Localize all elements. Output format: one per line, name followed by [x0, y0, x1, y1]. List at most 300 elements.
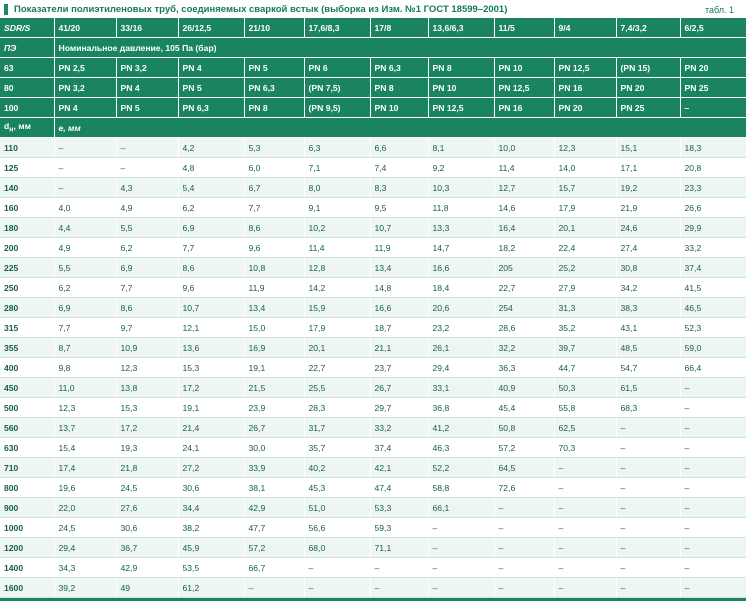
cell-5: 59,3: [370, 518, 428, 538]
pn80-10: PN 25: [680, 78, 746, 98]
cell-9: –: [616, 518, 680, 538]
cell-7: 72,6: [494, 478, 554, 498]
cell-5: –: [370, 578, 428, 598]
table-row: [0, 378, 746, 398]
table-row: [0, 158, 746, 178]
cell-2: 24,1: [178, 438, 244, 458]
cell-1: 12,3: [116, 358, 178, 378]
header-sdr-7: 11/5: [494, 18, 554, 38]
row-dn: 110: [0, 138, 54, 158]
cell-9: 19,2: [616, 178, 680, 198]
cell-4: 17,9: [304, 318, 370, 338]
cell-1: 10,9: [116, 338, 178, 358]
cell-0: 11,0: [54, 378, 116, 398]
cell-10: 66,4: [680, 358, 746, 378]
cell-8: –: [554, 458, 616, 478]
cell-6: 10,3: [428, 178, 494, 198]
row-dn: 250: [0, 278, 54, 298]
table-row: [0, 578, 746, 598]
cell-7: 40,9: [494, 378, 554, 398]
cell-1: 13,8: [116, 378, 178, 398]
cell-0: 22,0: [54, 498, 116, 518]
cell-3: 5,3: [244, 138, 304, 158]
cell-6: –: [428, 558, 494, 578]
cell-8: 27,9: [554, 278, 616, 298]
cell-1: 7,7: [116, 278, 178, 298]
cell-0: 34,3: [54, 558, 116, 578]
cell-10: 41,5: [680, 278, 746, 298]
cell-7: 32,2: [494, 338, 554, 358]
cell-0: 9,8: [54, 358, 116, 378]
pn100-7: PN 16: [494, 98, 554, 118]
cell-10: 20,8: [680, 158, 746, 178]
row-dn: 355: [0, 338, 54, 358]
row-dn: 200: [0, 238, 54, 258]
cell-4: 28,3: [304, 398, 370, 418]
header-row-sdr: [0, 18, 746, 38]
cell-10: –: [680, 398, 746, 418]
cell-10: 18,3: [680, 138, 746, 158]
table-row: [0, 358, 746, 378]
pn80-8: PN 16: [554, 78, 616, 98]
cell-4: 9,1: [304, 198, 370, 218]
cell-10: –: [680, 558, 746, 578]
cell-2: 9,6: [178, 278, 244, 298]
cell-6: –: [428, 578, 494, 598]
table-row: [0, 538, 746, 558]
header-sdr-5: 17/8: [370, 18, 428, 38]
cell-3: 38,1: [244, 478, 304, 498]
header-pe-label: ПЭ: [0, 38, 54, 58]
cell-8: 12,3: [554, 138, 616, 158]
cell-1: 30,6: [116, 518, 178, 538]
cell-7: 14,6: [494, 198, 554, 218]
pn63-2: PN 4: [178, 58, 244, 78]
cell-8: 15,7: [554, 178, 616, 198]
title-marker-icon: [4, 4, 8, 15]
pn100-10: –: [680, 98, 746, 118]
row-dn: 800: [0, 478, 54, 498]
pn63-0: PN 2,5: [54, 58, 116, 78]
cell-1: 4,3: [116, 178, 178, 198]
cell-2: 6,9: [178, 218, 244, 238]
pn63-8: PN 12,5: [554, 58, 616, 78]
cell-5: 13,4: [370, 258, 428, 278]
cell-3: 21,5: [244, 378, 304, 398]
header-row-pn-100: [0, 98, 746, 118]
cell-4: 10,2: [304, 218, 370, 238]
header-row-dn: [0, 118, 746, 138]
cell-2: 8,6: [178, 258, 244, 278]
row-dn: 1600: [0, 578, 54, 598]
cell-7: 16,4: [494, 218, 554, 238]
cell-1: 36,7: [116, 538, 178, 558]
cell-3: 57,2: [244, 538, 304, 558]
table-row: [0, 218, 746, 238]
cell-3: 6,7: [244, 178, 304, 198]
row-dn: 630: [0, 438, 54, 458]
cell-7: 205: [494, 258, 554, 278]
cell-8: –: [554, 518, 616, 538]
cell-6: 11,8: [428, 198, 494, 218]
cell-8: 44,7: [554, 358, 616, 378]
cell-1: 19,3: [116, 438, 178, 458]
cell-9: 17,1: [616, 158, 680, 178]
cell-6: 52,2: [428, 458, 494, 478]
cell-2: 15,3: [178, 358, 244, 378]
cell-7: –: [494, 518, 554, 538]
cell-10: –: [680, 518, 746, 538]
cell-0: 7,7: [54, 318, 116, 338]
row-dn: 280: [0, 298, 54, 318]
cell-2: 7,7: [178, 238, 244, 258]
cell-1: –: [116, 158, 178, 178]
pn80-4: (PN 7,5): [304, 78, 370, 98]
cell-9: 48,5: [616, 338, 680, 358]
cell-6: 16,6: [428, 258, 494, 278]
cell-10: –: [680, 458, 746, 478]
cell-6: 29,4: [428, 358, 494, 378]
cell-5: 7,4: [370, 158, 428, 178]
pn80-1: PN 4: [116, 78, 178, 98]
cell-4: 35,7: [304, 438, 370, 458]
cell-2: 34,4: [178, 498, 244, 518]
cell-3: –: [244, 578, 304, 598]
cell-2: 38,2: [178, 518, 244, 538]
pn80-2: PN 5: [178, 78, 244, 98]
cell-9: –: [616, 538, 680, 558]
cell-2: 53,5: [178, 558, 244, 578]
cell-0: 6,2: [54, 278, 116, 298]
header-sdr-label: SDR/S: [0, 18, 54, 38]
cell-8: –: [554, 498, 616, 518]
pn80-5: PN 8: [370, 78, 428, 98]
cell-8: –: [554, 478, 616, 498]
cell-3: 33,9: [244, 458, 304, 478]
cell-6: 26,1: [428, 338, 494, 358]
cell-3: 23,9: [244, 398, 304, 418]
cell-8: 31,3: [554, 298, 616, 318]
cell-4: –: [304, 558, 370, 578]
cell-1: 9,7: [116, 318, 178, 338]
pn80-6: PN 10: [428, 78, 494, 98]
cell-7: 64,5: [494, 458, 554, 478]
cell-2: 27,2: [178, 458, 244, 478]
cell-5: 23,7: [370, 358, 428, 378]
row-dn: 1400: [0, 558, 54, 578]
cell-8: –: [554, 538, 616, 558]
cell-6: 23,2: [428, 318, 494, 338]
cell-1: 6,9: [116, 258, 178, 278]
cell-0: 8,7: [54, 338, 116, 358]
cell-0: 15,4: [54, 438, 116, 458]
cell-6: 58,8: [428, 478, 494, 498]
table-row: [0, 298, 746, 318]
table-row: [0, 558, 746, 578]
cell-8: 70,3: [554, 438, 616, 458]
cell-4: 14,2: [304, 278, 370, 298]
cell-7: –: [494, 498, 554, 518]
cell-6: –: [428, 538, 494, 558]
cell-9: 27,4: [616, 238, 680, 258]
row-dn: 400: [0, 358, 54, 378]
cell-4: 20,1: [304, 338, 370, 358]
cell-8: 50,3: [554, 378, 616, 398]
cell-4: 40,2: [304, 458, 370, 478]
cell-10: –: [680, 418, 746, 438]
cell-10: 59,0: [680, 338, 746, 358]
table-row: [0, 438, 746, 458]
cell-3: 9,6: [244, 238, 304, 258]
cell-4: 15,9: [304, 298, 370, 318]
cell-5: 14,8: [370, 278, 428, 298]
cell-9: –: [616, 458, 680, 478]
cell-6: 41,2: [428, 418, 494, 438]
cell-7: 45,4: [494, 398, 554, 418]
row-dn: 125: [0, 158, 54, 178]
cell-1: 24,5: [116, 478, 178, 498]
cell-8: –: [554, 558, 616, 578]
cell-8: 22,4: [554, 238, 616, 258]
cell-10: 33,2: [680, 238, 746, 258]
table-head: [0, 18, 746, 138]
cell-9: 15,1: [616, 138, 680, 158]
cell-0: 12,3: [54, 398, 116, 418]
page-title: Показатели полиэтиленовых труб, соединяемых сваркой встык (выборка из Изм. №1 ГОСТ 18599–2001): [14, 4, 508, 15]
cell-9: 43,1: [616, 318, 680, 338]
cell-3: 66,7: [244, 558, 304, 578]
cell-7: 50,8: [494, 418, 554, 438]
cell-9: 30,8: [616, 258, 680, 278]
table-row: [0, 138, 746, 158]
pn100-5: PN 10: [370, 98, 428, 118]
pn80-7: PN 12,5: [494, 78, 554, 98]
cell-10: –: [680, 498, 746, 518]
cell-5: 6,6: [370, 138, 428, 158]
cell-0: 39,2: [54, 578, 116, 598]
cell-7: 57,2: [494, 438, 554, 458]
cell-10: –: [680, 578, 746, 598]
cell-0: –: [54, 158, 116, 178]
cell-8: 62,5: [554, 418, 616, 438]
table-row: [0, 478, 746, 498]
cell-7: 22,7: [494, 278, 554, 298]
cell-0: –: [54, 178, 116, 198]
row-dn: 160: [0, 198, 54, 218]
pn63-10: PN 20: [680, 58, 746, 78]
cell-3: 26,7: [244, 418, 304, 438]
cell-1: 17,2: [116, 418, 178, 438]
header-sdr-6: 13,6/6,3: [428, 18, 494, 38]
header-sdr-4: 17,6/8,3: [304, 18, 370, 38]
header-sdr-8: 9/4: [554, 18, 616, 38]
row-dn: 710: [0, 458, 54, 478]
cell-5: –: [370, 558, 428, 578]
table-row: [0, 418, 746, 438]
cell-0: 24,5: [54, 518, 116, 538]
cell-1: 8,6: [116, 298, 178, 318]
table-row: [0, 398, 746, 418]
header-row-pn-80: [0, 78, 746, 98]
cell-2: 6,2: [178, 198, 244, 218]
cell-3: 6,0: [244, 158, 304, 178]
cell-10: 23,3: [680, 178, 746, 198]
cell-2: 21,4: [178, 418, 244, 438]
cell-2: 4,2: [178, 138, 244, 158]
cell-10: –: [680, 538, 746, 558]
cell-3: 13,4: [244, 298, 304, 318]
pe-grade-100: 100: [0, 98, 54, 118]
cell-7: 11,4: [494, 158, 554, 178]
cell-9: –: [616, 478, 680, 498]
pn63-9: (PN 15): [616, 58, 680, 78]
cell-7: 28,6: [494, 318, 554, 338]
cell-9: 24,6: [616, 218, 680, 238]
cell-4: 8,0: [304, 178, 370, 198]
cell-3: 30,0: [244, 438, 304, 458]
cell-4: 7,1: [304, 158, 370, 178]
cell-1: 27,6: [116, 498, 178, 518]
cell-9: 34,2: [616, 278, 680, 298]
cell-4: 22,7: [304, 358, 370, 378]
cell-9: –: [616, 498, 680, 518]
dn-label: $d_н$, мм: [0, 118, 54, 138]
row-dn: 140: [0, 178, 54, 198]
pn63-6: PN 8: [428, 58, 494, 78]
cell-10: 46,5: [680, 298, 746, 318]
cell-0: 19,6: [54, 478, 116, 498]
pn100-1: PN 5: [116, 98, 178, 118]
cell-8: 39,7: [554, 338, 616, 358]
table-row: [0, 338, 746, 358]
cell-2: 13,6: [178, 338, 244, 358]
cell-5: 29,7: [370, 398, 428, 418]
cell-2: 19,1: [178, 398, 244, 418]
cell-4: 11,4: [304, 238, 370, 258]
cell-6: 8,1: [428, 138, 494, 158]
cell-2: 30,6: [178, 478, 244, 498]
table-body: [0, 138, 746, 598]
row-dn: 500: [0, 398, 54, 418]
cell-5: 47,4: [370, 478, 428, 498]
row-dn: 900: [0, 498, 54, 518]
cell-0: 4,4: [54, 218, 116, 238]
cell-0: 5,5: [54, 258, 116, 278]
cell-1: 15,3: [116, 398, 178, 418]
cell-6: 33,1: [428, 378, 494, 398]
cell-1: 42,9: [116, 558, 178, 578]
cell-10: 37,4: [680, 258, 746, 278]
cell-7: 12,7: [494, 178, 554, 198]
cell-7: –: [494, 578, 554, 598]
pn100-9: PN 25: [616, 98, 680, 118]
cell-8: 17,9: [554, 198, 616, 218]
cell-5: 18,7: [370, 318, 428, 338]
cell-7: 18,2: [494, 238, 554, 258]
row-dn: 450: [0, 378, 54, 398]
cell-3: 15,0: [244, 318, 304, 338]
cell-0: –: [54, 138, 116, 158]
pn80-0: PN 3,2: [54, 78, 116, 98]
cell-4: 31,7: [304, 418, 370, 438]
cell-0: 4,9: [54, 238, 116, 258]
header-sdr-0: 41/20: [54, 18, 116, 38]
cell-10: –: [680, 378, 746, 398]
cell-9: 54,7: [616, 358, 680, 378]
table-row: [0, 178, 746, 198]
table-number-label: табл. 1: [704, 4, 734, 15]
cell-4: 51,0: [304, 498, 370, 518]
cell-4: 6,3: [304, 138, 370, 158]
cell-8: 25,2: [554, 258, 616, 278]
cell-4: 56,6: [304, 518, 370, 538]
pipe-specification-table: [0, 18, 746, 598]
cell-5: 33,2: [370, 418, 428, 438]
cell-6: 36,8: [428, 398, 494, 418]
cell-6: 18,4: [428, 278, 494, 298]
cell-5: 8,3: [370, 178, 428, 198]
row-dn: 560: [0, 418, 54, 438]
cell-1: 4,9: [116, 198, 178, 218]
pe-grade-63: 63: [0, 58, 54, 78]
row-dn: 315: [0, 318, 54, 338]
cell-0: 17,4: [54, 458, 116, 478]
cell-0: 13,7: [54, 418, 116, 438]
cell-5: 21,1: [370, 338, 428, 358]
cell-3: 19,1: [244, 358, 304, 378]
pn80-9: PN 20: [616, 78, 680, 98]
cell-9: 68,3: [616, 398, 680, 418]
cell-3: 16,9: [244, 338, 304, 358]
cell-8: –: [554, 578, 616, 598]
cell-9: 21,9: [616, 198, 680, 218]
cell-1: 49: [116, 578, 178, 598]
header-nominal-pressure: Номинальное давление, 105 Па (бар): [54, 38, 746, 58]
cell-8: 55,8: [554, 398, 616, 418]
pn63-3: PN 5: [244, 58, 304, 78]
cell-5: 53,3: [370, 498, 428, 518]
cell-9: 38,3: [616, 298, 680, 318]
header-row-pressure: [0, 38, 746, 58]
pn100-8: PN 20: [554, 98, 616, 118]
e-label: е, мм: [54, 118, 746, 138]
cell-3: 42,9: [244, 498, 304, 518]
cell-2: 4,8: [178, 158, 244, 178]
pe-grade-80: 80: [0, 78, 54, 98]
cell-5: 71,1: [370, 538, 428, 558]
pn80-3: PN 6,3: [244, 78, 304, 98]
cell-10: 52,3: [680, 318, 746, 338]
cell-9: –: [616, 578, 680, 598]
pn100-6: PN 12,5: [428, 98, 494, 118]
cell-2: 61,2: [178, 578, 244, 598]
cell-9: –: [616, 558, 680, 578]
cell-5: 10,7: [370, 218, 428, 238]
cell-6: 20,6: [428, 298, 494, 318]
cell-5: 37,4: [370, 438, 428, 458]
header-sdr-10: 6/2,5: [680, 18, 746, 38]
cell-5: 26,7: [370, 378, 428, 398]
header-sdr-1: 33/16: [116, 18, 178, 38]
cell-10: 26,6: [680, 198, 746, 218]
cell-10: –: [680, 478, 746, 498]
table-row: [0, 498, 746, 518]
pn63-4: PN 6: [304, 58, 370, 78]
cell-2: 45,9: [178, 538, 244, 558]
cell-8: 20,1: [554, 218, 616, 238]
cell-7: 254: [494, 298, 554, 318]
pn100-2: PN 6,3: [178, 98, 244, 118]
